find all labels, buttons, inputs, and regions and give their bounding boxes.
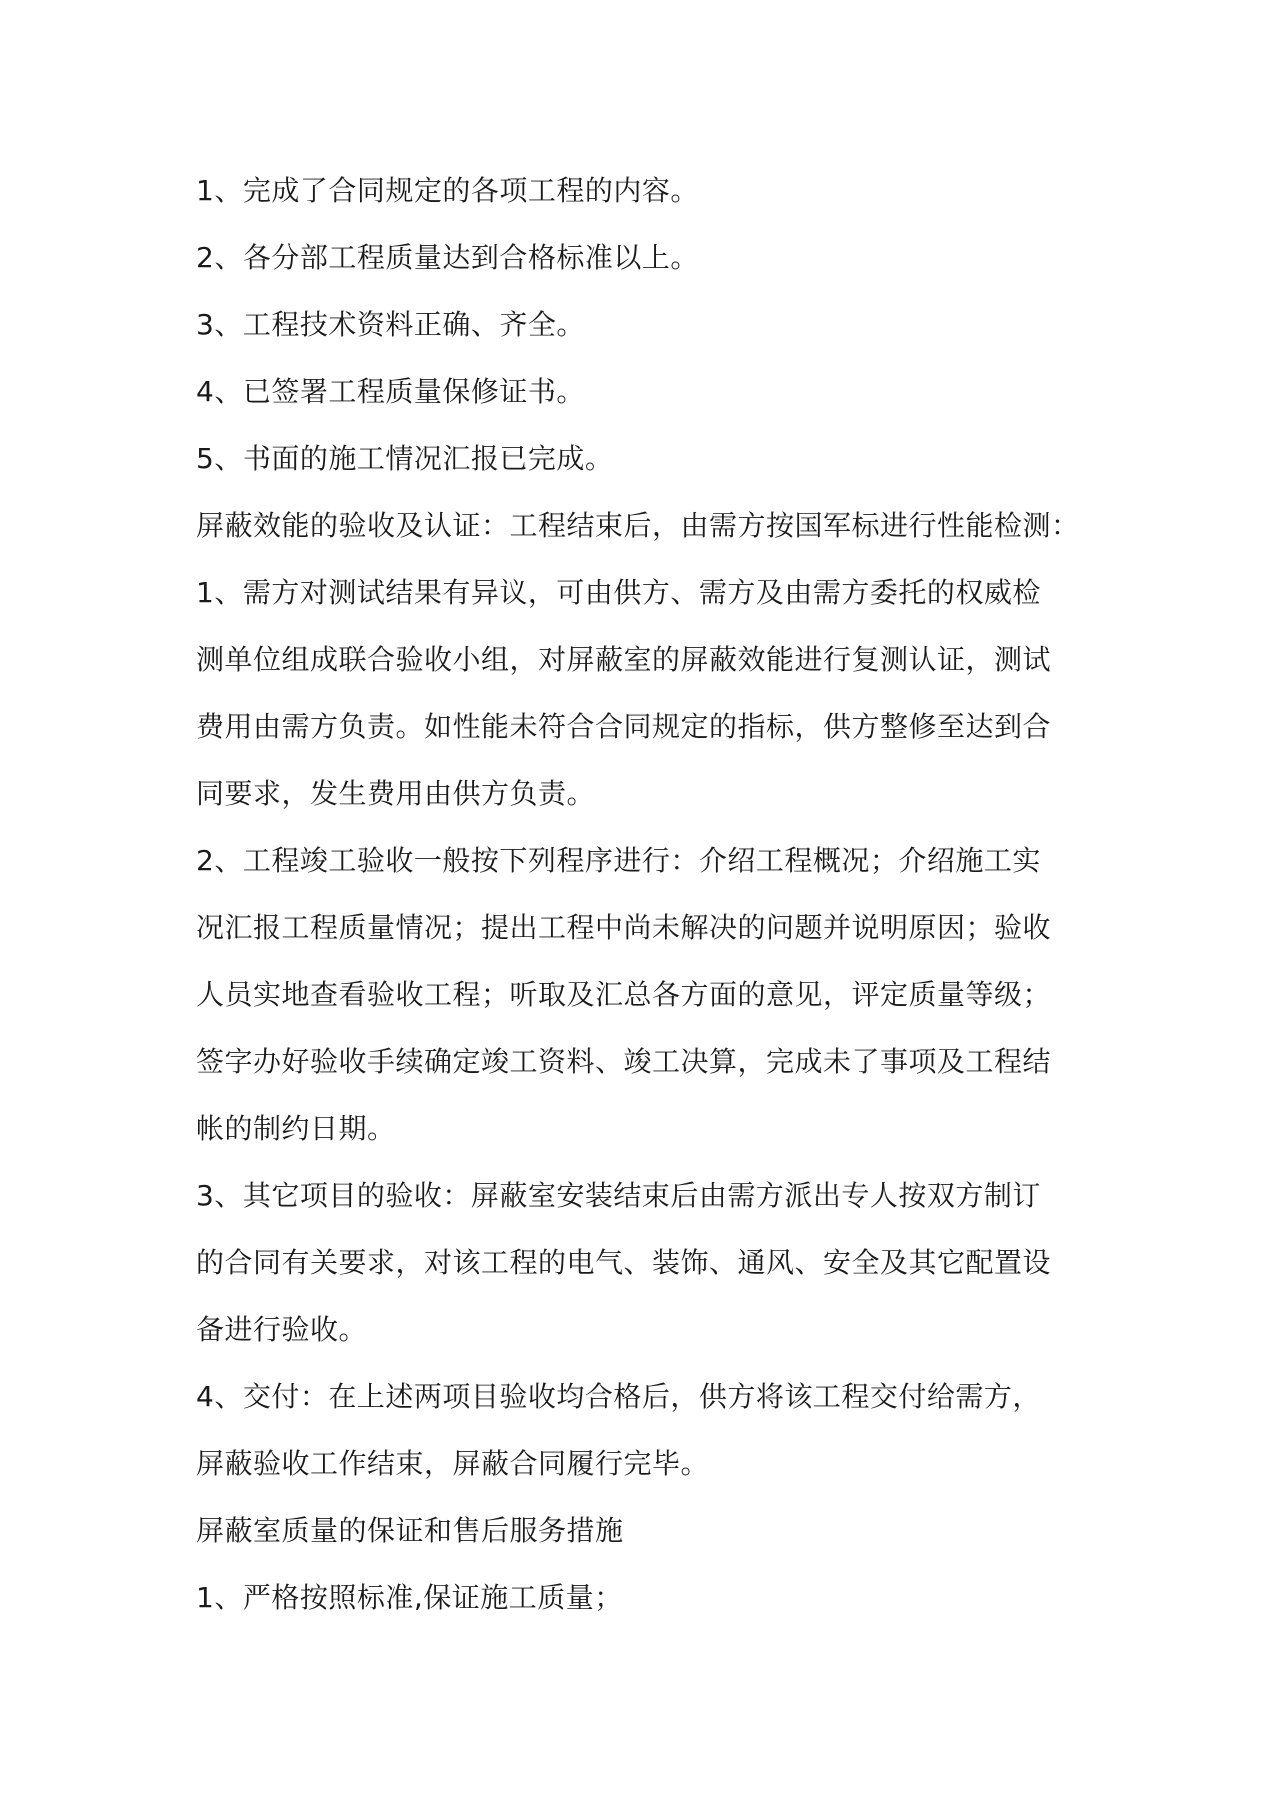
paragraph-item-3 (196, 291, 1096, 358)
text-line: 2、各分部工程质量达到合格标准以上。 (196, 241, 699, 274)
text-line: 2、工程竣工验收一般按下列程序进行：介绍工程概况；介绍施工实 (196, 844, 1041, 877)
paragraph-item-4 (196, 358, 1096, 425)
text-line: 4、交付：在上述两项目验收均合格后，供方将该工程交付给需方， (196, 1380, 1041, 1413)
text-line: 人员实地查看验收工程；听取及汇总各方面的意见，评定质量等级； (196, 978, 1052, 1011)
text-line: 1、严格按照标准,保证施工质量； (196, 1581, 623, 1614)
text-line: 1、需方对测试结果有异议，可由供方、需方及由需方委托的权威检 (196, 576, 1041, 609)
text-line: 屏蔽室质量的保证和售后服务措施 (196, 1514, 624, 1547)
text-line: 备进行验收。 (196, 1313, 368, 1346)
text-line: 1、完成了合同规定的各项工程的内容。 (196, 174, 699, 207)
paragraph-delivery (196, 1363, 1096, 1497)
text-line: 况汇报工程质量情况；提出工程中尚未解决的问题并说明原因；验收 (196, 911, 1052, 944)
text-line: 3、其它项目的验收：屏蔽室安装结束后由需方派出专人按双方制订 (196, 1179, 1041, 1212)
text-line: 4、已签署工程质量保修证书。 (196, 375, 585, 408)
paragraph-item-5 (196, 425, 1096, 492)
paragraph-item-quality-standard (196, 1564, 1096, 1631)
text-line: 3、工程技术资料正确、齐全。 (196, 308, 585, 341)
text-line: 屏蔽效能的验收及认证：工程结束后，由需方按国军标进行性能检测： (196, 509, 1080, 542)
text-line: 屏蔽验收工作结束，屏蔽合同履行完毕。 (196, 1447, 710, 1480)
text-line: 的合同有关要求，对该工程的电气、装饰、通风、安全及其它配置设 (196, 1246, 1052, 1279)
paragraph-item-1 (196, 157, 1096, 224)
paragraph-other-items (196, 1162, 1096, 1363)
text-line: 帐的制约日期。 (196, 1112, 396, 1145)
section-heading-shielding-acceptance (196, 492, 1096, 559)
paragraph-retest-certification (196, 559, 1096, 827)
text-line: 签字办好验收手续确定竣工资料、竣工决算，完成未了事项及工程结 (196, 1045, 1052, 1078)
text-line: 同要求，发生费用由供方负责。 (196, 777, 596, 810)
document-page (196, 157, 1096, 1631)
text-line: 5、书面的施工情况汇报已完成。 (196, 442, 614, 475)
paragraph-completion-procedure (196, 827, 1096, 1162)
section-heading-quality-service (196, 1497, 1096, 1564)
text-line: 费用由需方负责。如性能未符合合同规定的指标，供方整修至达到合 (196, 710, 1052, 743)
paragraph-item-2 (196, 224, 1096, 291)
text-line: 测单位组成联合验收小组，对屏蔽室的屏蔽效能进行复测认证，测试 (196, 643, 1052, 676)
